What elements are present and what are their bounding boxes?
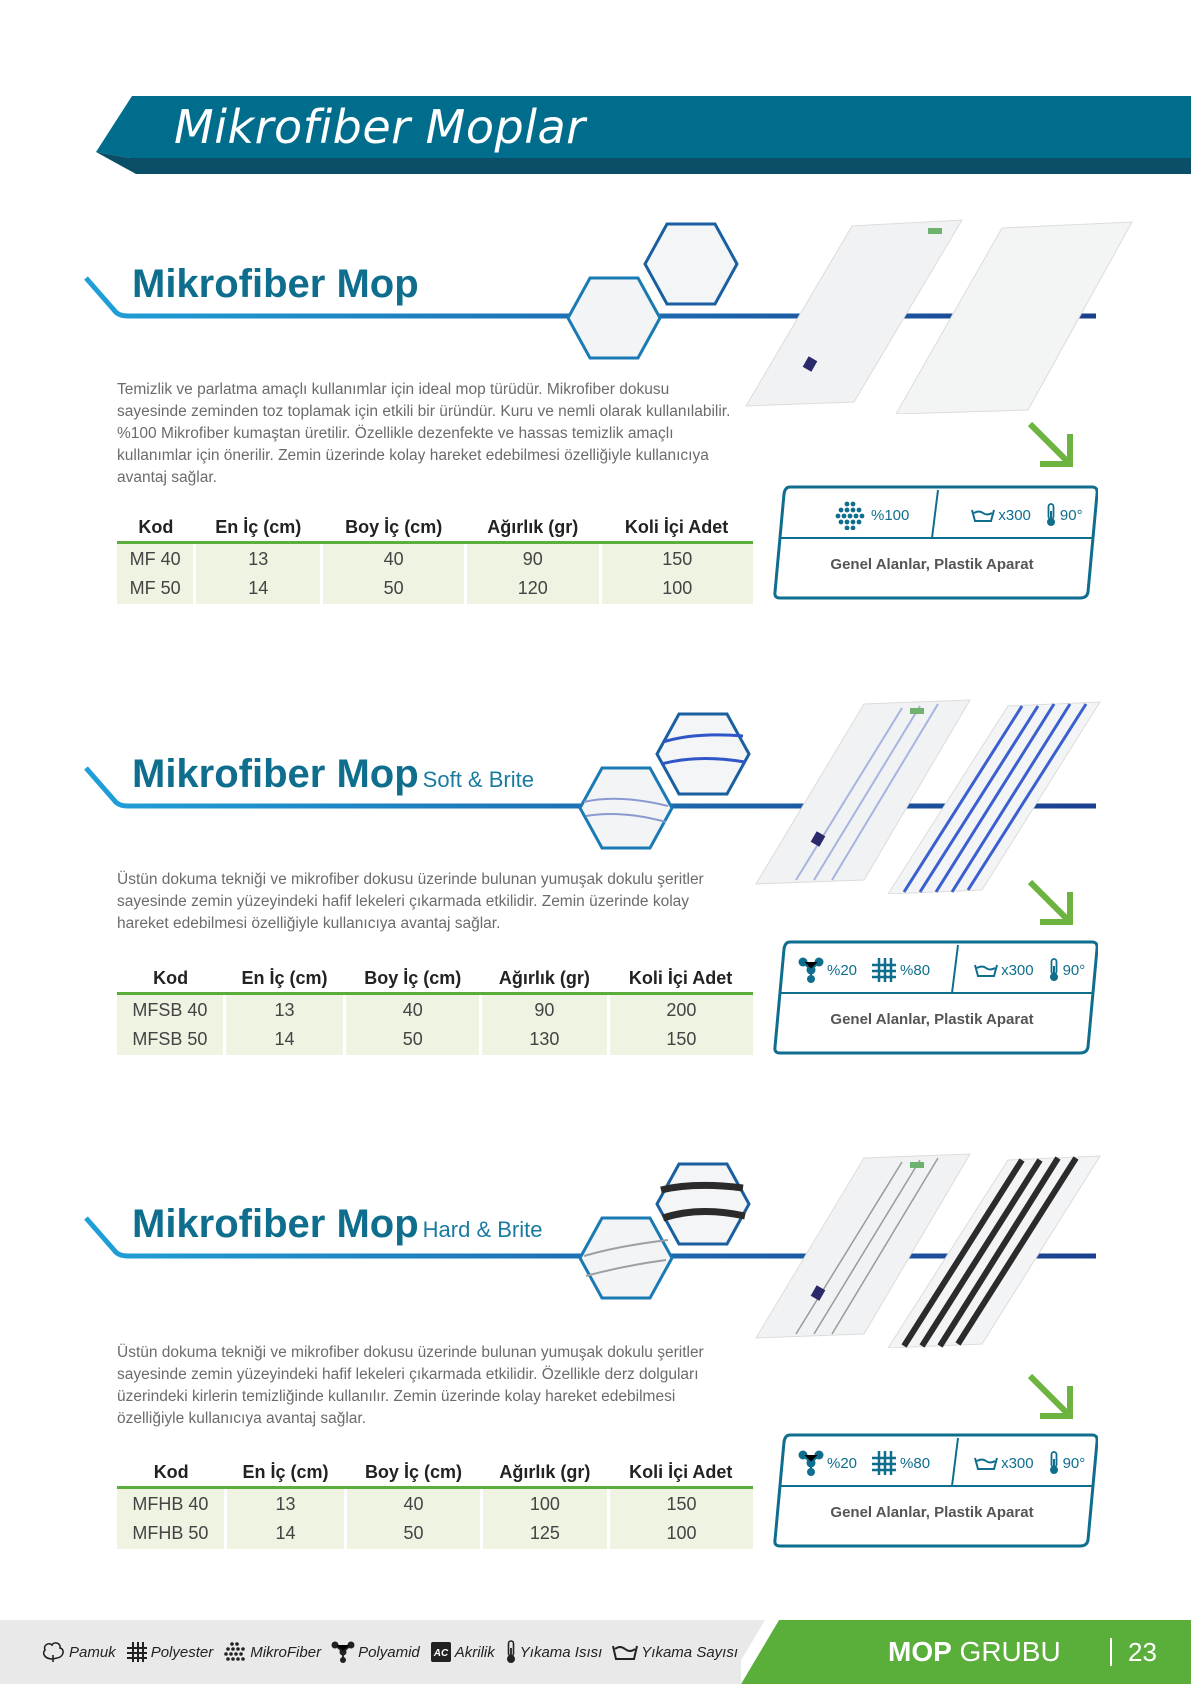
col-header: Boy İç (cm) [322, 510, 466, 542]
card-attributes: %100 x300 90° [834, 490, 1083, 540]
section-title: Mikrofiber Mop [132, 262, 419, 306]
polyamide-icon [798, 957, 824, 983]
table-row: MFHB 40 13 40 100 150 [117, 1487, 753, 1518]
fabric-closeup-hex [643, 222, 739, 306]
wash-tub-icon [974, 1455, 998, 1471]
page-title: Mikrofiber Moplar [174, 100, 586, 154]
microfiber-icon [834, 500, 868, 530]
page-banner [96, 96, 1191, 174]
col-header: Ağırlık (gr) [481, 1455, 608, 1487]
table-row: MFSB 40 13 40 90 200 [117, 993, 753, 1024]
thermometer-icon [1048, 1451, 1060, 1475]
thermometer-icon [505, 1640, 517, 1664]
thermometer-icon [1045, 503, 1057, 527]
table-row: MF 50 14 50 120 100 [117, 573, 753, 604]
product-description: Temizlik ve parlatma amaçlı kullanımlar için ideal mop türüdür. Mikrofiber dokusu sayesinde zeminden toz toplamak için etkili bir üründür. Kuru ve nemli olarak kullanılabilir. %100 Mikrofiber kumaştan üretilir. Özellikle dezenfekte ve hassas temizlik amaçlı kullanımlar için önerilir. Zemin üzerinde kolay hareket edebilmesi özelliğiyle kullanıcıya avantaj sağlar. [117, 381, 731, 486]
spec-table [117, 961, 753, 1055]
group-title: MOP GRUBU [888, 1636, 1061, 1667]
col-header: Koli İçi Adet [609, 1455, 753, 1487]
page-number: 23 [1128, 1637, 1157, 1667]
legend-item: Pamuk [40, 1641, 116, 1663]
green-arrow-icon [1026, 1372, 1078, 1424]
legend-item: Yıkama Sayısı [612, 1643, 738, 1661]
mop-product-image [744, 214, 1144, 414]
product-description: Üstün dokuma tekniği ve mikrofiber dokusu üzerinde bulunan yumuşak dokulu şeritler sayesinde zemin yüzeyindeki hafif lekeleri çıkarmada etkilidir. Zemin üzerinde kolay hareket edebilmesi özelliğiyle kullanıcıya avantaj sağlar. [117, 871, 704, 932]
acrylic-icon [430, 1641, 452, 1663]
mop-product-image [752, 1148, 1152, 1348]
page-footer [0, 1620, 1191, 1684]
cotton-icon [40, 1641, 66, 1663]
table-row: MFSB 50 14 50 130 150 [117, 1024, 753, 1055]
green-arrow-icon [1026, 878, 1078, 930]
fabric-closeup-hex [655, 1162, 751, 1246]
fabric-closeup-hex [655, 712, 751, 796]
card-attributes: %20 %80 x300 90° [798, 1438, 1085, 1488]
wash-tub-icon [612, 1643, 638, 1661]
col-header: Koli İçi Adet [600, 510, 753, 542]
legend-item: MikroFiber [223, 1641, 321, 1663]
info-card [772, 484, 1098, 598]
col-header: Koli İçi Adet [608, 961, 753, 993]
col-header: Ağırlık (gr) [465, 510, 600, 542]
product-description: Üstün dokuma tekniği ve mikrofiber dokusu üzerinde bulunan yumuşak dokulu şeritler sayesinde zemin yüzeyindeki hafif lekeleri çıkarmada etkilidir. Özellikle derz dolguları üzerindeki kirlerin temizliğinde kullanılır. Zemin üzerinde kolay hareket edebilmesi özelliğiyle kullanıcıya avantaj sağlar. [117, 1344, 704, 1427]
usage-text: Genel Alanlar, Plastik Aparat [830, 1011, 1034, 1028]
microfiber-icon [223, 1641, 247, 1663]
info-card [772, 1432, 1098, 1546]
info-card [772, 939, 1098, 1053]
polyamide-icon [331, 1640, 355, 1664]
section-title: Mikrofiber Mop Hard & Brite [132, 1202, 543, 1246]
usage-text: Genel Alanlar, Plastik Aparat [830, 556, 1034, 573]
legend-item: AC Akrilik [430, 1641, 495, 1663]
footer-divider [1110, 1638, 1112, 1666]
material-legend [40, 1620, 748, 1684]
col-header: Kod [117, 510, 195, 542]
polyester-icon [871, 1450, 897, 1476]
col-header: Kod [117, 961, 224, 993]
col-header: Boy İç (cm) [345, 961, 481, 993]
legend-item: Polyamid [331, 1640, 420, 1664]
acrylic-icon-text: AC [433, 1648, 448, 1659]
spec-table [117, 1455, 753, 1549]
polyamide-icon [798, 1450, 824, 1476]
spec-table [117, 510, 753, 604]
table-row: MF 40 13 40 90 150 [117, 542, 753, 573]
usage-text: Genel Alanlar, Plastik Aparat [830, 1504, 1034, 1521]
wash-tub-icon [974, 962, 998, 978]
polyester-icon [126, 1641, 148, 1663]
thermometer-icon [1048, 958, 1060, 982]
legend-item: Yıkama Isısı [505, 1640, 603, 1664]
polyester-icon [871, 957, 897, 983]
col-header: En İç (cm) [224, 961, 345, 993]
card-attributes: %20 %80 x300 90° [798, 945, 1085, 995]
col-header: Ağırlık (gr) [481, 961, 609, 993]
legend-item: Polyester [126, 1641, 214, 1663]
wash-tub-icon [971, 507, 995, 523]
green-arrow-icon [1026, 420, 1078, 472]
col-header: En İç (cm) [225, 1455, 345, 1487]
col-header: En İç (cm) [195, 510, 322, 542]
col-header: Boy İç (cm) [346, 1455, 482, 1487]
mop-product-image [752, 694, 1152, 894]
section-title: Mikrofiber Mop Soft & Brite [132, 752, 534, 796]
col-header: Kod [117, 1455, 225, 1487]
table-row: MFHB 50 14 50 125 100 [117, 1518, 753, 1549]
